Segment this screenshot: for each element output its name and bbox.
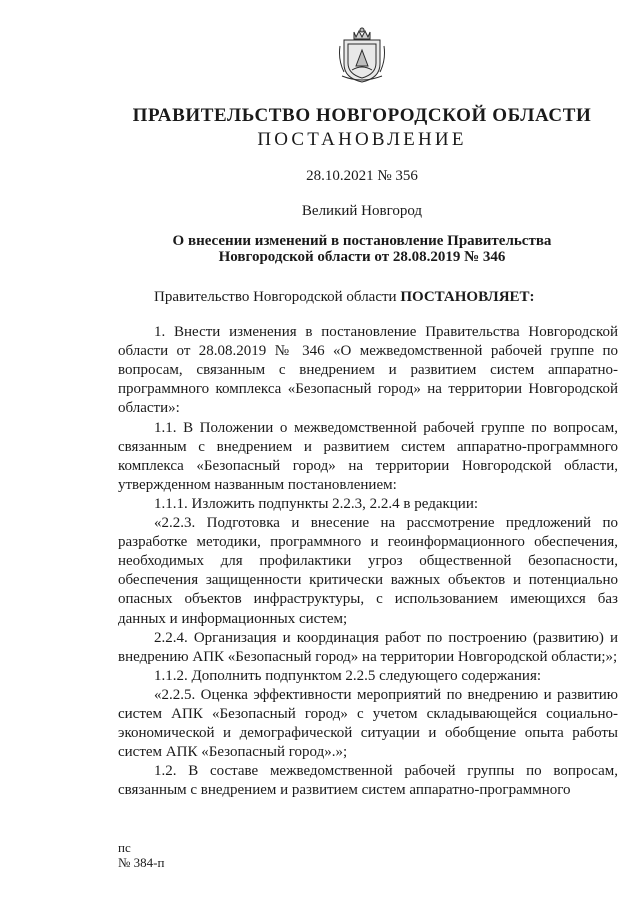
footer-reference (118, 840, 164, 870)
intro-paragraph (118, 288, 618, 307)
coat-of-arms-emblem (336, 26, 388, 84)
paragraph-1-2: 1.2. В составе межведомственной рабочей группы по вопросам, связанным с внедрением и развитием систем аппаратно-программного (118, 763, 618, 799)
footer-doc-ref: № 384-п (118, 855, 165, 870)
document-subject (0, 233, 640, 265)
government-heading: ПРАВИТЕЛЬСТВО НОВГОРОДСКОЙ ОБЛАСТИ (132, 105, 592, 126)
city-name: Великий Новгород (301, 203, 423, 219)
paragraph-1-1-1: 1.1.1. Изложить подпункты 2.2.3, 2.2.4 в редакции: (154, 495, 479, 512)
paragraph-1: 1. Внести изменения в постановление Правительства Новгородской области от 28.08.2019 № 346 «О межведомственной рабочей группе по вопросам, связанным с внедрением и развитием систем аппаратно-программного комплекса «Безопасный город» на территории Новгородской области»: (118, 324, 618, 417)
paragraph-1-1-2: 1.1.2. Дополнить подпунктом 2.2.5 следующего содержания: (154, 667, 542, 684)
paragraph-2-2-4: 2.2.4. Организация и координация работ по построению (развитию) и внедрению АПК «Безопасный город» на территории Новгородской области;»; (118, 629, 618, 665)
document-body (118, 288, 618, 800)
footer-initials: пс (118, 840, 131, 855)
intro-text: Правительство Новгородской области (154, 289, 401, 305)
resolution-keyword: ПОСТАНОВЛЯЕТ: (400, 289, 535, 305)
paragraph-1-1: 1.1. В Положении о межведомственной рабочей группе по вопросам, связанным с внедрением и развитием систем аппаратно-программного комплекса «Безопасный город» на территории Новгородской области, утвержденном названным постановлением: (118, 419, 618, 493)
paragraph-2-2-3: «2.2.3. Подготовка и внесение на рассмотрение предложений по разработке методики, программного и геоинформационного обеспечения, необходимых для профилактики угроз общественной безопасности, обеспечения защищенности критически важных объектов и потенциально опасных объектов инфраструктуры, с использованием имеющихся баз данных и информационных систем; (118, 515, 618, 627)
paragraph-2-2-5: «2.2.5. Оценка эффективности мероприятий по внедрению и развитию систем АПК «Безопасный город» с учетом складывающейся социально-экономической и демографической ситуации и обобщение опыта работы систем АПК «Безопасный город».»; (118, 686, 618, 761)
date-and-number: 28.10.2021 № 356 (306, 168, 418, 184)
document-type-heading: ПОСТАНОВЛЕНИЕ (257, 129, 467, 150)
subject-line-2: Новгородской области от 28.08.2019 № 346 (218, 249, 506, 265)
subject-line-1: О внесении изменений в постановление Правительства (172, 233, 552, 249)
